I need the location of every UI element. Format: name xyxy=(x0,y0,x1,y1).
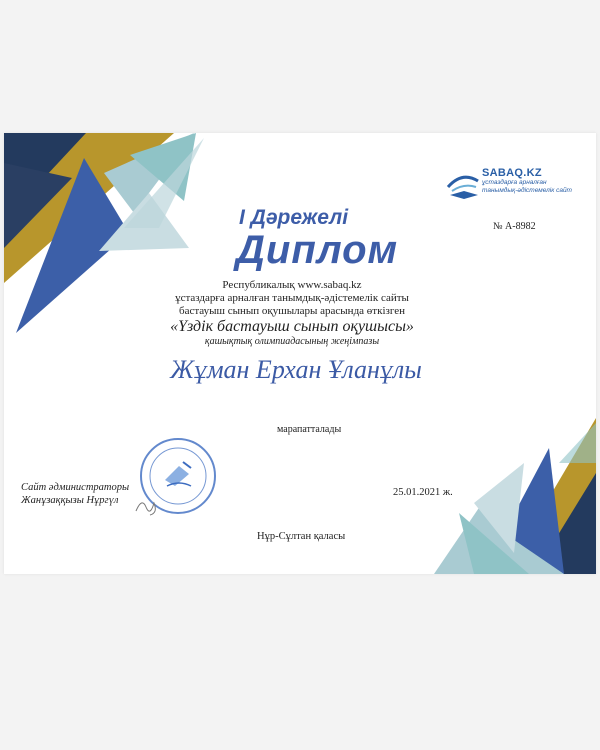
degree-label: І Дәрежелі xyxy=(239,206,349,229)
diploma-title: Диплом xyxy=(236,228,399,272)
certificate xyxy=(4,133,596,574)
winner-name: Жұман Ерхан Ұланұлы xyxy=(170,355,422,384)
certificate-number: № А-8982 xyxy=(493,221,536,232)
olympiad-name: «Үздік бастауыш сынып оқушысы» xyxy=(170,318,414,335)
signature-icon xyxy=(132,493,162,519)
logo-subtitle-line2: танымдық-әдістемелік сайт xyxy=(482,187,572,194)
text-line-winner-label: қашықтық олимпиадасының жеңімпазы xyxy=(204,336,380,347)
date: 25.01.2021 ж. xyxy=(393,487,453,498)
admin-name: Жанұзаққызы Нұргүл xyxy=(21,495,119,506)
text-line-participants: бастауыш сынып оқушылары арасында өткізген xyxy=(179,305,405,317)
logo-title: SABAQ.KZ xyxy=(482,167,542,179)
admin-title: Сайт әдминистраторы xyxy=(21,482,130,493)
text-line-description: ұстаздарға арналған танымдық-әдістемелік сайты xyxy=(175,292,409,304)
text-line-site: Республикалық www.sabaq.kz xyxy=(222,279,362,291)
logo-subtitle-line1: ұстаздарға арналған xyxy=(482,179,547,186)
admin-block xyxy=(21,481,129,507)
deco-triangle-stripe-bottom-right xyxy=(559,423,596,463)
logo-text xyxy=(482,167,572,195)
city: Нұр-Сұлтан қаласы xyxy=(257,531,346,542)
awarded-text: марапатталады xyxy=(277,424,342,435)
